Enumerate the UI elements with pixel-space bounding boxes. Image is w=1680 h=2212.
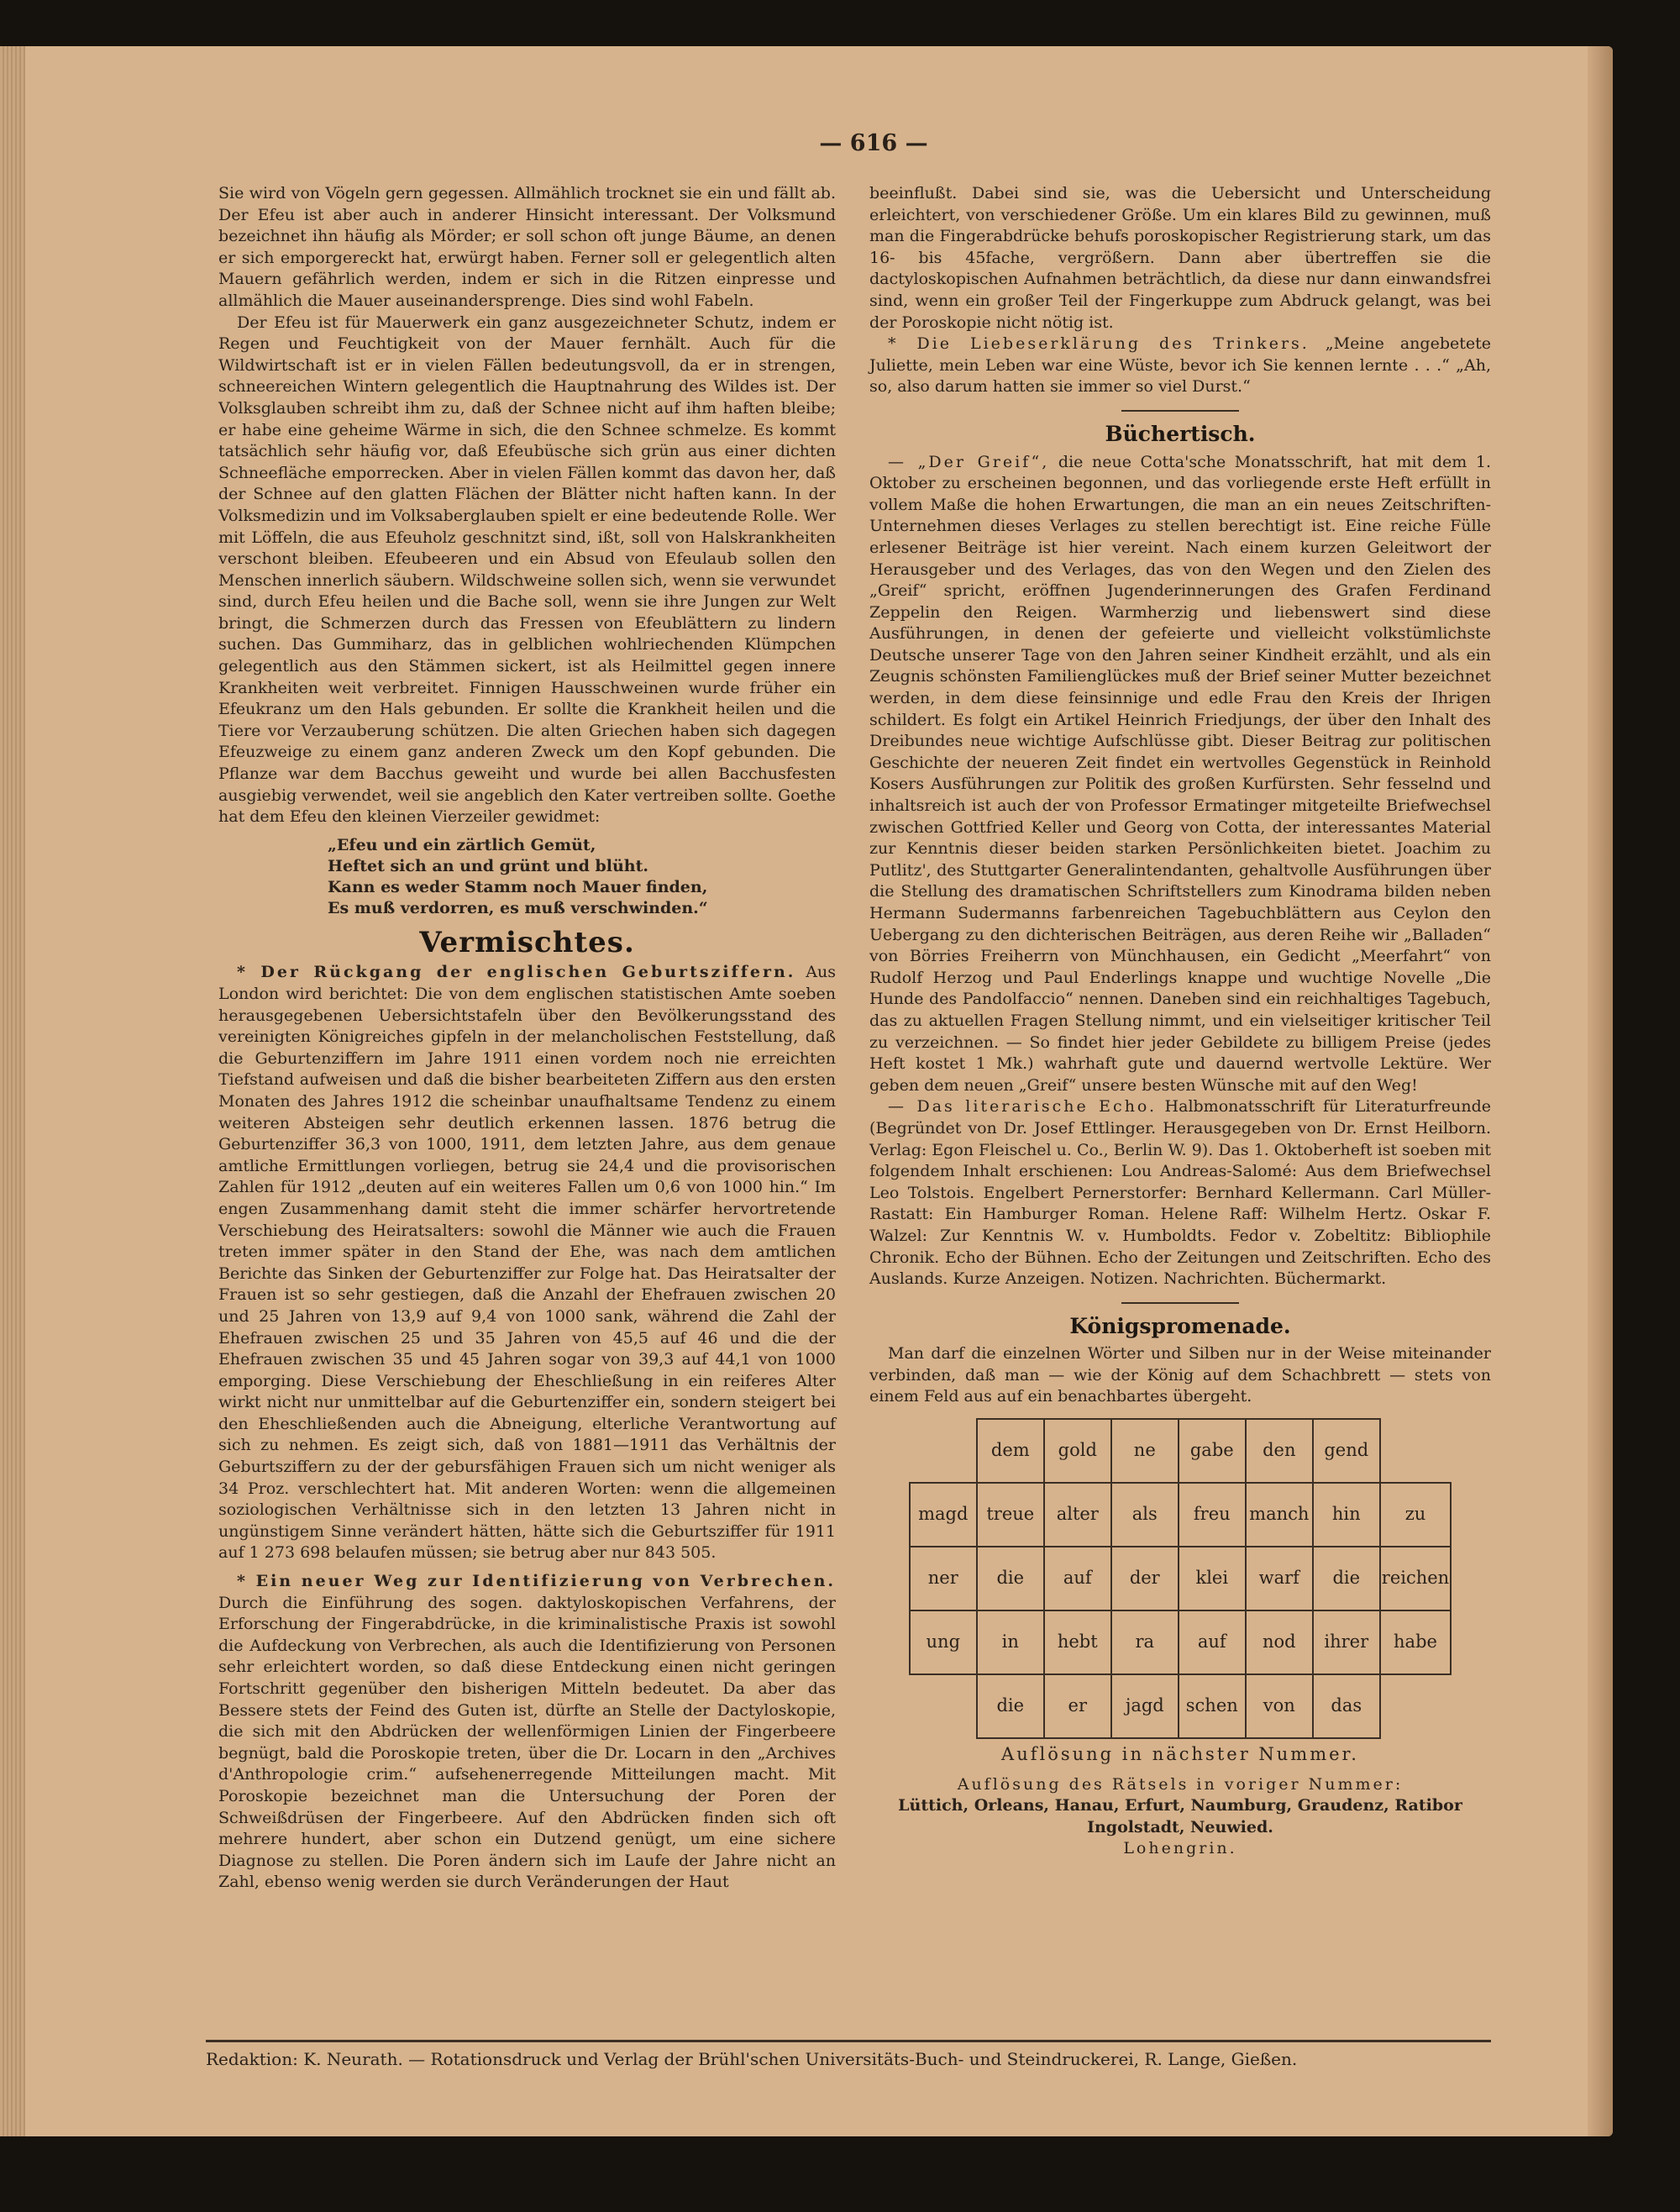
grid-row-3: [910, 1547, 1451, 1610]
grid-cell: ra: [1111, 1610, 1179, 1674]
grid-cell: den: [1246, 1419, 1313, 1483]
poem-line-1: „Efeu und ein zärtlich Gemüt,: [328, 835, 596, 854]
liebeserklaerung-text: „Meine angebetete Juliette, mein Leben war eine Wüste, bevor ich Sie kennen lernte . . .“ „Ah, so, also darum hatten sie immer so viel Durst.“: [869, 334, 1491, 397]
page-number: — 616 —: [819, 130, 928, 156]
koenigspromenade-heading: Königspromenade.: [1069, 1313, 1291, 1338]
grid-cell: warf: [1246, 1547, 1313, 1610]
echo-title: — Das literarische Echo.: [888, 1097, 1158, 1117]
page-right-edge: [1588, 46, 1613, 2136]
grid-cell: ung: [910, 1610, 977, 1674]
grid-cell: hebt: [1044, 1610, 1111, 1674]
grid-row-5: [910, 1674, 1451, 1738]
geburtsziffern-article: [218, 962, 836, 1564]
grid-cell: in: [977, 1610, 1044, 1674]
grid-cell: gold: [1044, 1419, 1111, 1483]
efeu-paragraph-1: Sie wird von Vögeln gern gegessen. Allmählich trocknet sie ein und fällt ab. Der Efeu ist aber auch in anderer Hinsicht interessant. Der Volksmund bezeichnet ihn häufig als Mörder; er soll schon oft junge Bäume, an denen er sich emporgereckt hat, erwürgt haben. Ferner soll er gelegentlich alten Mauern gefährlich werden, indem er sich in die Ritzen einpresse und allmählich die Mauer auseinandersprenge. Dies sind wohl Fabeln.: [218, 184, 836, 310]
geburtsziffern-title: * Der Rückgang der englischen Geburtsziffern.: [237, 963, 796, 982]
grid-cell: alter: [1044, 1483, 1111, 1547]
liebeserklaerung-article: [869, 334, 1491, 398]
efeu-paragraph-2: Der Efeu ist für Mauerwerk ein ganz ausgezeichneter Schutz, indem er Regen und Feuchtigkeit von der Mauer fernhält. Auch für die Wildwirtschaft ist er in vielen Fällen bedeutungsvoll, da er in strengen, schneereichen Wintern gelegentlich die Hauptnahrung des Wildes ist. Der Volksglauben schreibt ihm zu, daß der Schnee nicht auf ihm haften bleibe; er habe eine geheime Wärme in sich, die den Schnee schmelze. Es kommt tatsächlich sehr häufig vor, daß Efeubüsche sich grün aus einer dichten Schneefläche emporrecken. Aber in vielen Fällen kommt das davon her, daß der Schnee auf den glatten Flächen der Blätter nicht haften kann. In der Volksmedizin und im Volksaberglauben spielt er eine bedeutende Rolle. Wer mit Löffeln, die aus Efeuholz geschnitzt sind, ißt, soll von Halskrankheiten verschont bleiben. Efeubeeren und ein Absud von Efeulaub sollen den Menschen innerlich säubern. Wildschweine sollen sich, wenn sie verwundet sind, durch Efeu heilen und die Bache soll, wenn sie ihre Jungen zur Welt bringt, die Schmerzen durch das Fressen von Efeublättern zu lindern suchen. Das Gummiharz, das in gelblichen wohlriechenden Klümpchen gelegentlich aus den Stämmen sickert, ist als Heilmittel gegen innere Krankheiten weit verbreitet. Finnigen Hausschweinen wurde früher ein Efeukranz um den Hals gebunden. Er sollte die Krankheit heilen und die Tiere vor Verzauberung schützen. Die alten Griechen haben sich dagegen Efeuzweige zu einem ganz anderen Zweck um den Kopf gebunden. Die Pflanze war dem Bacchus geweiht und wurde bei allen Bacchusfesten ausgiebig verwendet, weil sie angeblich den Kater vertreiben sollte. Goethe hat dem Efeu den kleinen Vierzeiler gewidmet:: [218, 313, 836, 827]
grid-cell: er: [1044, 1674, 1111, 1738]
echo-text: Halbmonatsschrift für Literaturfreunde (Begründet von Dr. Josef Ettlinger. Herausgegeben von Dr. Ernst Heilborn. Verlag: Egon Fleischel u. Co., Berlin W. 9). Das 1. Oktoberheft ist soeben mit folgendem Inhalt erschienen: Lou Andreas-Salomé: Aus dem Briefwechsel Leo Tolstois. Engelbert Pernerstorfer: Bernhard Kellermann. Carl Müller-Rastatt: Ein Hamburger Roman. Helene Raff: Wilhelm Hertz. Oskar F. Walzel: Zur Kenntnis W. v. Humboldts. Fedor v. Zobeltitz: Bibliophile Chronik. Echo der Bühnen. Echo der Zeitungen und Zeitschriften. Echo des Auslands. Kurze Anzeigen. Notizen. Nachrichten. Büchermarkt.: [869, 1097, 1492, 1289]
grid-cell: nod: [1246, 1610, 1313, 1674]
poroskopie-continuation: beeinflußt. Dabei sind sie, was die Uebersicht und Unterscheidung erleichtert, von verschiedener Größe. Um ein klares Bild zu gewinnen, muß man die Fingerabdrücke behufs poroskopischer Registrierung stark, um das 16- bis 45fache, vergrößern. Dann aber übertreffen sie die dactyloskopischen Aufnahmen beträchtlich, da diese nur dann einwandsfrei sind, wenn ein großer Teil der Fingerkuppe zum Abdruck gelangt, was bei der Poroskopie nicht nötig ist.: [869, 184, 1491, 332]
poem-line-2: Heftet sich an und grünt und blüht.: [328, 856, 649, 875]
grid-cell: gend: [1313, 1419, 1380, 1483]
goethe-poem: [328, 835, 836, 919]
liebeserklaerung-title: * Die Liebeserklärung des Trinkers.: [888, 334, 1310, 354]
grid-cell: als: [1111, 1483, 1179, 1547]
poem-line-3: Kann es weder Stamm noch Mauer finden,: [328, 877, 708, 896]
geburtsziffern-text: Aus London wird berichtet: Die von dem englischen statistischen Amte soeben herausgegebenen Uebersichtstafeln über den Bevölkerungsstand des vereinigten Königreiches gipfeln in der melancholischen Feststellung, daß die Geburtenziffern im Jahre 1911 einen vordem noch nie erreichten Tiefstand aufweisen und daß die bisher bearbeiteten Ziffern aus den ersten Monaten des Jahres 1912 die scheinbar unaufhaltsame Tendenz zu einem weiteren Absteigen sehr deutlich erkennen lassen. 1876 betrug die Geburtenziffer 36,3 von 1000, 1911, dem letzten Jahre, aus dem genaue amtliche Ermittlungen vorliegen, betrug sie 24,4 und die provisorischen Zahlen für 1912 „deuten auf ein weiteres Fallen um 0,6 von 1000 hin.“ Im engen Zusammenhang damit steht die immer schärfer hervortretende Verschiebung des Heiratsalters: sowohl die Männer wie auch die Frauen treten immer später in den Stand der Ehe, was nach dem amtlichen Berichte das Sinken der Geburtenziffer zur Folge hat. Das Heiratsalter der Frauen ist so sehr gestiegen, daß die Anzahl der Ehefrauen zwischen 20 und 25 Jahren von 13,9 auf 9,4 von 1000 sank, während die Zahl der Ehefrauen zwischen 25 und 35 Jahren von 45,5 auf 46 und die der Ehefrauen zwischen 35 und 45 Jahren sogar von 39,3 auf 44,1 von 1000 emporging. Diese Verschiebung der Eheschließung in ein reiferes Alter wirkt nicht nur unmittelbar auf die Geburtenziffer ein, sondern steigert bei den Eheschließenden auch die Abneigung, elterliche Verantwortung auf sich zu nehmen. Es zeigt sich, daß von 1881—1911 das Verhältnis der Geburtsziffern zu der der gebursfähigen Frauen sich um nicht weniger als 34 Proz. verschlechtert hat. Mit anderen Worten: wenn die allgemeinen soziologischen Verhältnisse sich in den letzten 13 Jahren nicht in ungünstigem Sinne verändert hätten, hätte sich die Geburtsziffer für 1911 auf 1 273 698 belaufen müssen; sie betrug aber nur 843 505.: [218, 963, 836, 1563]
puzzle-grid: [909, 1418, 1452, 1739]
grid-row-4: [910, 1610, 1451, 1674]
identifizierung-text: Durch die Einführung des sogen. daktyloskopischen Verfahrens, der Erforschung der Fingerabdrücke, in die kriminalistische Praxis ist sowohl die Aufdeckung von Verbrechen, als auch die Identifizierung von Personen sehr erleichtert worden, so daß diese Entdeckung einen nicht geringen Fortschritt gegenüber den bisherigen Mitteln bedeutet. Da aber das Bessere stets der Feind des Guten ist, dürfte an Stelle der Dactyloskopie, die sich mit den Abdrücken der wellenförmigen Linien der Fingerbeere begnügt, bald die Poroskopie treten, über die Dr. Locarn in den „Archives d'Anthropologie crim.“ aufsehenerregende Mitteilungen macht. Mit Poroskopie bezeichnet man die Untersuchung der Poren der Schweißdrüsen der Fingerbeere. Auf den Abdrücken finden sich oft mehrere hundert, aber schon ein Dutzend genügt, um eine sichere Diagnose zu stellen. Die Poren ändern sich im Laufe der Jahre nicht an Zahl, ebenso wenig werden sie durch Veränderungen der Haut: [218, 1593, 836, 1892]
identifizierung-article: [218, 1571, 836, 1894]
grid-row-1: [910, 1419, 1451, 1483]
section-divider: [1121, 410, 1239, 412]
solution-line-2: Ingolstadt, Neuwied.: [1087, 1817, 1273, 1836]
greif-title: — „Der Greif“,: [888, 452, 1050, 471]
grid-cell: die: [977, 1674, 1044, 1738]
grid-cell: der: [1111, 1547, 1179, 1610]
grid-cell: [910, 1674, 977, 1738]
grid-cell: freu: [1179, 1483, 1246, 1547]
greif-review: [869, 452, 1491, 1097]
grid-cell: auf: [1044, 1547, 1111, 1610]
vermischtes-heading: Vermischtes.: [419, 925, 635, 959]
grid-cell: zu: [1380, 1483, 1451, 1547]
grid-cell: die: [1313, 1547, 1380, 1610]
grid-cell: gabe: [1179, 1419, 1246, 1483]
previous-solution: [869, 1774, 1491, 1860]
newspaper-page: [0, 46, 1613, 2136]
identifizierung-title: * Ein neuer Weg zur Identifizierung von Verbrechen.: [237, 1572, 836, 1591]
echo-review: [869, 1096, 1491, 1290]
grid-cell: [1380, 1674, 1451, 1738]
grid-cell: manch: [1246, 1483, 1313, 1547]
buechertisch-heading: Büchertisch.: [1105, 421, 1256, 446]
solution-title: Auflösung des Rätsels in voriger Nummer:: [957, 1774, 1404, 1794]
grid-cell: [1380, 1419, 1451, 1483]
grid-cell: hin: [1313, 1483, 1380, 1547]
grid-cell: auf: [1179, 1610, 1246, 1674]
grid-row-2: [910, 1483, 1451, 1547]
puzzle-instructions: Man darf die einzelnen Wörter und Silben nur in der Weise miteinander verbinden, daß man — wie der König auf dem Schachbrett — stets von einem Feld aus auf ein benachbartes übergeht.: [869, 1344, 1491, 1406]
grid-cell: [910, 1419, 977, 1483]
section-divider-2: [1121, 1302, 1239, 1304]
imprint-footer: Redaktion: K. Neurath. — Rotationsdruck und Verlag der Brühl'schen Universitäts-Buch- und Steindruckerei, R. Lange, Gießen.: [206, 2040, 1491, 2069]
grid-cell: schen: [1179, 1674, 1246, 1738]
grid-cell: ne: [1111, 1419, 1179, 1483]
right-column: [869, 183, 1491, 1860]
poem-line-4: Es muß verdorren, es muß verschwinden.“: [328, 898, 708, 917]
grid-cell: dem: [977, 1419, 1044, 1483]
solution-word: Lohengrin.: [1123, 1839, 1237, 1858]
grid-cell: ner: [910, 1547, 977, 1610]
grid-cell: jagd: [1111, 1674, 1179, 1738]
puzzle-caption: Auflösung in nächster Nummer.: [1001, 1744, 1359, 1765]
grid-cell: habe: [1380, 1610, 1451, 1674]
grid-cell: reichen: [1380, 1547, 1451, 1610]
solution-line-1: Lüttich, Orleans, Hanau, Erfurt, Naumburg, Graudenz, Ratibor: [898, 1796, 1462, 1815]
grid-cell: die: [977, 1547, 1044, 1610]
page-binding-edge: [0, 46, 25, 2136]
grid-cell: ihrer: [1313, 1610, 1380, 1674]
grid-cell: treue: [977, 1483, 1044, 1547]
grid-cell: das: [1313, 1674, 1380, 1738]
left-column: [218, 183, 836, 1894]
grid-cell: magd: [910, 1483, 977, 1547]
grid-cell: von: [1246, 1674, 1313, 1738]
grid-cell: klei: [1179, 1547, 1246, 1610]
greif-text: die neue Cotta'sche Monatsschrift, hat mit dem 1. Oktober zu erscheinen begonnen, und das vorliegende erste Heft erfüllt in vollem Maße die hohen Erwartungen, die man an ein neues Zeitschriften-Unternehmen dieses Verlages zu stellen berechtigt ist. Eine reiche Fülle erlesener Beiträge ist hier vereint. Nach einem kurzen Geleitwort der Herausgeber und des Verlages, das von den Wegen und den Zielen des „Greif“ spricht, eröffnen Jugenderinnerungen des Grafen Ferdinand Zeppelin den Reigen. Warmherzig und liebenswert sind diese Ausführungen, in denen der gefeierte und vielleicht volkstümlichste Deutsche unserer Tage von den Jahren seiner Kindheit erzählt, und als ein Zeugnis schönsten Familienglückes muß der Brief seiner Mutter bezeichnet werden, in dem diese feinsinnige und edle Frau den Kreis der Ihrigen schildert. Es folgt ein Artikel Heinrich Friedjungs, der über den Inhalt des Dreibundes neue wichtige Aufschlüsse gibt. Dieser Beitrag zur politischen Geschichte der neueren Zeit findet ein wertvolles Gegenstück in Reinhold Kosers Ausführungen zur Politik des großen Kurfürsten. Sehr fesselnd und inhaltsreich ist auch der von Professor Ermatinger mitgeteilte Briefwechsel zwischen Gottfried Keller und Georg von Cotta, der interessantes Material zur Kenntnis dieser beiden starken Persönlichkeiten bietet. Joachim zu Putlitz', des Stuttgarter Generalintendanten, gehaltvolle Ausführungen über die Stellung des dramatischen Schriftstellers zum Kinodrama bilden neben Hermann Sudermanns farbenreichen Tagebuchblättern aus Ceylon den Uebergang zu den dichterischen Beiträgen, aus deren Reihe wir „Balladen“ von Börries Freiherrn von Münchhausen, ein Gedicht „Meerfahrt“ von Rudolf Herzog und Paul Enderlings knappe und wuchtige Novelle „Die Hunde des Pandolfaccio“ nennen. Daneben sind ein reichhaltiges Tagebuch, das zu aktuellen Fragen Stellung nimmt, und ein vielseitiger kritischer Teil zu verzeichnen. — So findet hier jeder Gebildete zu billigem Preise (jedes Heft kostet 1 Mk.) wahrhaft gute und dauernd wertvolle Lektüre. Wer geben dem neuen „Greif“ unsere besten Wünsche mit auf den Weg!: [869, 452, 1491, 1095]
